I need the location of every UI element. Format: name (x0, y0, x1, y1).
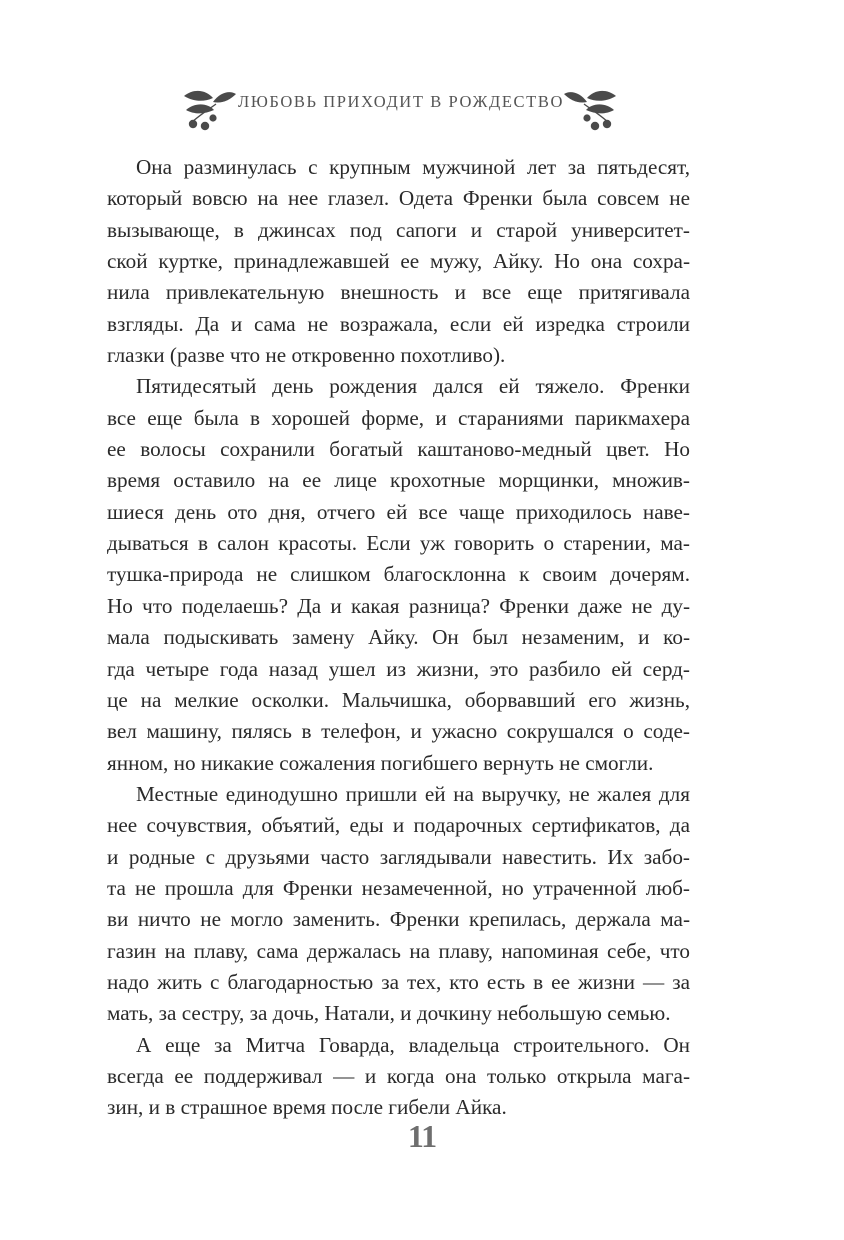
text-line: всегда ее поддерживал — и когда она только открыла мага- (107, 1063, 690, 1088)
text-line: вел машину, пялясь в телефон, и ужасно сокрушался о соде- (107, 719, 690, 744)
holly-sprig-icon (180, 78, 238, 134)
text-line: янном, но никакие сожаления погибшего вернуть не смогли. (107, 750, 654, 775)
text-line: Но что поделаешь? Да и какая разница? Френки даже не ду- (107, 593, 690, 618)
text-line: це на мелкие осколки. Мальчишка, оборвавший его жизнь, (107, 687, 690, 712)
text-line: Местные единодушно пришли ей на выручку, не жалея для (136, 781, 690, 806)
text-line: мала подыскивать замену Айку. Он был незаменим, и ко- (107, 625, 690, 650)
text-line: Она разминулась с крупным мужчиной лет за пятьдесят, (136, 155, 690, 179)
text-line: нее сочувствия, объятий, еды и подарочных сертификатов, да (107, 813, 690, 838)
text-line: ее волосы сохранили богатый каштаново-медный цвет. Но (107, 437, 690, 462)
text-line: дываться в салон красоты. Если уж говорить о старении, ма- (107, 531, 690, 556)
text-line: ской куртке, принадлежавшей ее мужу, Айку. Но она сохра- (107, 249, 690, 274)
holly-sprig-icon (562, 78, 620, 134)
text-line: та не прошла для Френки незамеченной, но утраченной люб- (107, 875, 690, 900)
text-line: взгляды. Да и сама не возражала, если ей изредка строили (107, 311, 690, 336)
text-line: тушка-природа не слишком благосклонна к своим дочерям. (107, 562, 690, 587)
text-line: ви ничто не могло заменить. Френки крепилась, держала ма- (107, 907, 690, 932)
text-line: зин, и в страшное время после гибели Айка. (107, 1095, 507, 1120)
body-text (107, 152, 690, 1124)
text-line: мать, за сестру, за дочь, Натали, и дочкину небольшую семью. (107, 1001, 671, 1026)
text-line: А еще за Митча Говарда, владельца строительного. Он (136, 1032, 690, 1057)
text-line: и родные с друзьями часто заглядывали навестить. Их забо- (107, 844, 690, 869)
text-line: глазки (разве что не откровенно похотливо). (107, 343, 506, 368)
running-header (0, 78, 844, 138)
text-line: гда четыре года назад ушел из жизни, это разбило ей серд- (107, 656, 690, 681)
text-line: надо жить с благодарностью за тех, кто есть в ее жизни — за (107, 969, 690, 994)
text-line: который вовсю на нее глазел. Одета Френки была совсем не (107, 186, 690, 211)
text-line: время оставило на ее лице крохотные морщинки, множив- (107, 468, 690, 493)
text-line: шиеся день ото дня, отчего ей все чаще приходилось наве- (107, 499, 690, 524)
page-number: 11 (407, 1118, 437, 1154)
text-line: Пятидесятый день рождения дался ей тяжело. Френки (136, 374, 690, 399)
running-title: ЛЮБОВЬ ПРИХОДИТ В РОЖДЕСТВО (238, 92, 564, 111)
text-line: нила привлекательную внешность и все еще притягивала (107, 280, 690, 305)
text-line: вызывающе, в джинсах под сапоги и старой университет- (107, 217, 690, 242)
text-line: газин на плаву, сама держалась на плаву, напоминая себе, что (107, 938, 690, 963)
text-line: все еще была в хорошей форме, и стараниями парикмахера (107, 405, 690, 430)
